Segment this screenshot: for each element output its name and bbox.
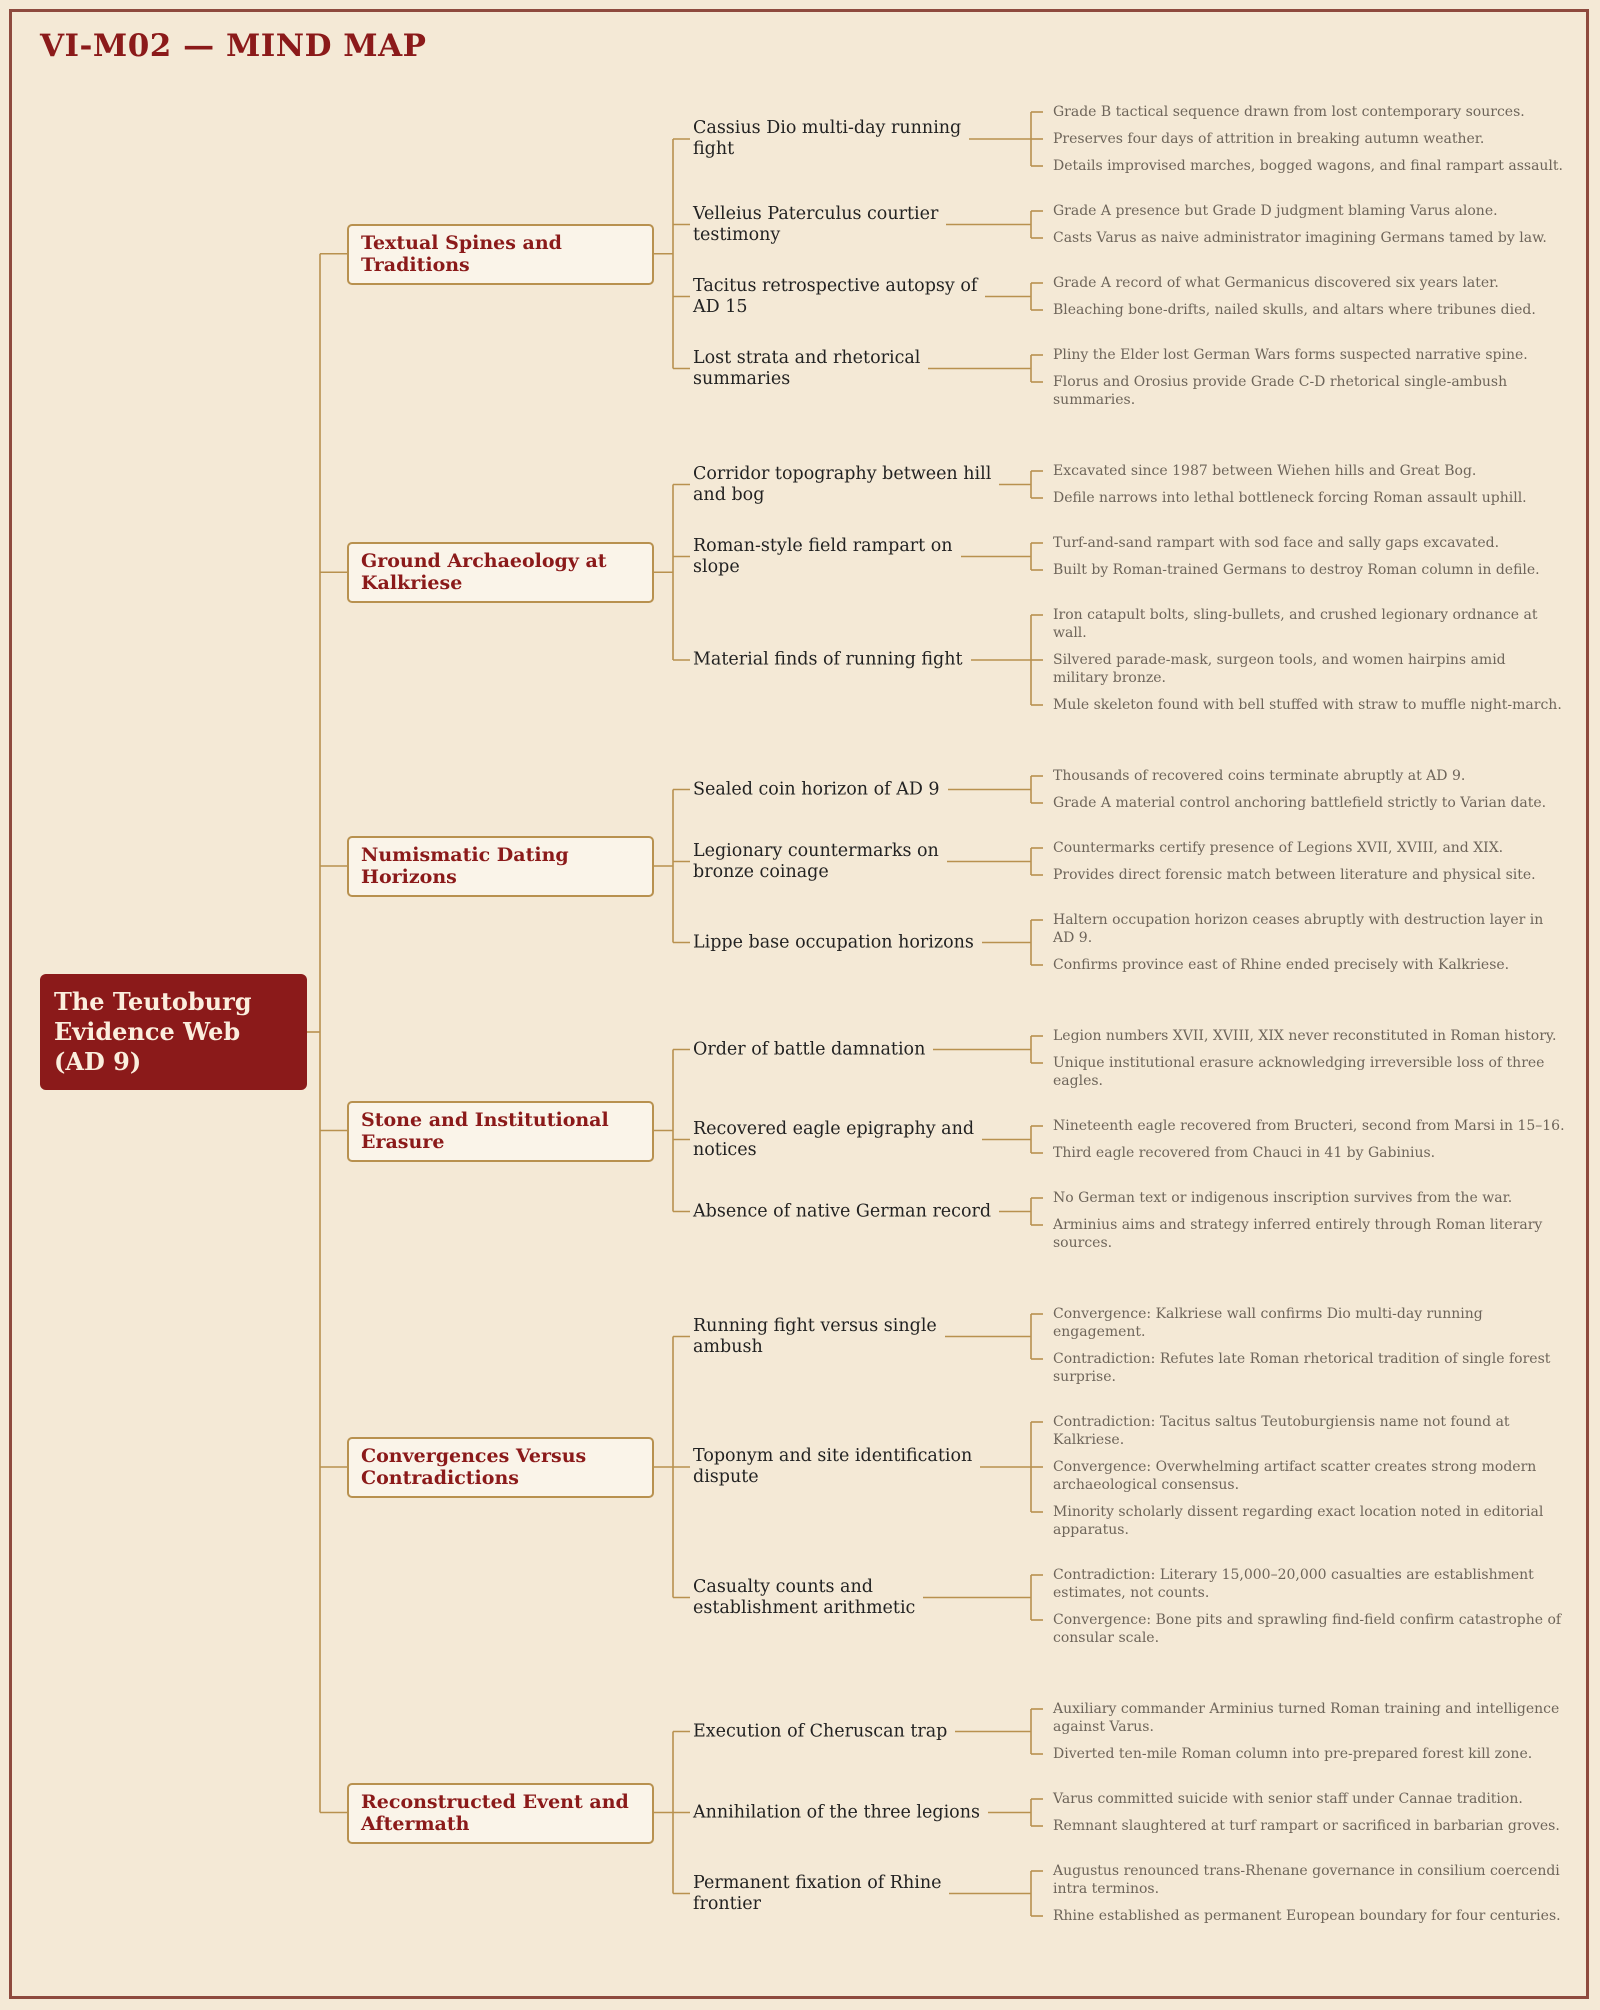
leaf-note: Contradiction: Literary 15,000–20,000 casualties are establishment estimates, not counts. [1053,1567,1534,1601]
subtopic-node[interactable]: Running fight versus single ambush [693,1315,937,1357]
leaf-note: Iron catapult bolts, sling-bullets, and crushed legionary ordnance at wall. [1053,607,1538,641]
subtopic-node[interactable]: Velleius Paterculus courtier testimony [693,203,939,245]
branch-node[interactable]: Numismatic Dating Horizons [347,836,654,897]
leaf-note: Augustus renounced trans-Rhenane governance in consilium coercendi intra terminos. [1053,1863,1560,1897]
subtopic-node[interactable]: Annihilation of the three legions [693,1802,980,1822]
leaf-note: Varus committed suicide with senior staff under Cannae tradition. [1053,1791,1523,1807]
root-node[interactable]: The Teutoburg Evidence Web (AD 9) [40,974,307,1090]
leaf-note: Grade A material control anchoring battlefield strictly to Varian date. [1053,795,1547,811]
subtopic-node[interactable]: Execution of Cheruscan trap [693,1721,948,1741]
leaf-note: Casts Varus as naive administrator imagining Germans tamed by law. [1053,230,1547,246]
leaf-note: Convergence: Overwhelming artifact scatter creates strong modern archaeological consensus. [1053,1459,1537,1493]
leaf-note: Convergence: Kalkriese wall confirms Dio multi-day running engagement. [1053,1306,1483,1340]
subtopic-node[interactable]: Absence of native German record [693,1201,992,1221]
subtopic-node[interactable]: Lost strata and rhetorical summaries [693,347,921,389]
subtopic-node[interactable]: Recovered eagle epigraphy and notices [693,1118,975,1160]
leaf-note: Auxiliary commander Arminius turned Roman training and intelligence against Varus. [1053,1701,1560,1735]
branch-node[interactable]: Convergences Versus Contradictions [347,1437,654,1498]
leaf-note: Minority scholarly dissent regarding exact location noted in editorial apparatus. [1053,1504,1544,1538]
leaf-note: Mule skeleton found with bell stuffed with straw to muffle night-march. [1053,697,1562,713]
leaf-note: Pliny the Elder lost German Wars forms suspected narrative spine. [1053,347,1528,363]
leaf-note: Nineteenth eagle recovered from Bructeri, second from Marsi in 15–16. [1053,1118,1565,1134]
leaf-note: Contradiction: Tacitus saltus Teutoburgiensis name not found at Kalkriese. [1053,1414,1510,1448]
subtopic-node[interactable]: Sealed coin horizon of AD 9 [693,779,940,799]
subtopic-node[interactable]: Legionary countermarks on bronze coinage [693,840,939,882]
branch-node[interactable]: Textual Spines and Traditions [347,224,654,285]
leaf-note: Unique institutional erasure acknowledging irreversible loss of three eagles. [1053,1055,1545,1089]
subtopic-node[interactable]: Order of battle damnation [693,1039,926,1059]
leaf-note: Remnant slaughtered at turf rampart or sacrificed in barbarian groves. [1053,1818,1560,1834]
leaf-note: Diverted ten-mile Roman column into pre-prepared forest kill zone. [1053,1746,1533,1762]
subtopic-node[interactable]: Roman-style field rampart on slope [693,535,953,577]
leaf-note: Rhine established as permanent European boundary for four centuries. [1053,1908,1561,1924]
subtopic-node[interactable]: Corridor topography between hill and bog [693,463,992,505]
leaf-note: Provides direct forensic match between literature and physical site. [1053,867,1536,883]
leaf-note: Legion numbers XVII, XVIII, XIX never reconstituted in Roman history. [1053,1028,1557,1044]
leaf-note: Silvered parade-mask, surgeon tools, and women hairpins amid military bronze. [1053,652,1506,686]
leaf-note: Turf-and-sand rampart with sod face and sally gaps excavated. [1053,535,1500,551]
branch-node[interactable]: Stone and Institutional Erasure [347,1101,654,1162]
leaf-note: Countermarks certify presence of Legions XVII, XVIII, and XIX. [1053,840,1504,856]
subtopic-node[interactable]: Permanent fixation of Rhine frontier [693,1872,942,1914]
leaf-note: Florus and Orosius provide Grade C-D rhetorical single-ambush summaries. [1053,374,1508,408]
leaf-note: Third eagle recovered from Chauci in 41 by Gabinius. [1053,1145,1436,1161]
subtopic-node[interactable]: Material finds of running fight [693,649,963,670]
leaf-note: Bleaching bone-drifts, nailed skulls, and altars where tribunes died. [1053,302,1536,318]
leaf-note: Details improvised marches, bogged wagons, and final rampart assault. [1053,158,1563,174]
leaf-note: Preserves four days of attrition in breaking autumn weather. [1053,131,1485,147]
leaf-note: Grade A presence but Grade D judgment blaming Varus alone. [1053,203,1498,219]
leaf-note: No German text or indigenous inscription survives from the war. [1053,1190,1513,1206]
leaf-note: Contradiction: Refutes late Roman rhetorical tradition of single forest surprise. [1053,1351,1551,1385]
subtopic-node[interactable]: Toponym and site identification dispute [693,1446,973,1487]
subtopic-node[interactable]: Tacitus retrospective autopsy of AD 15 [693,275,978,317]
leaf-note: Defile narrows into lethal bottleneck forcing Roman assault uphill. [1053,490,1527,506]
branch-node[interactable]: Reconstructed Event and Aftermath [347,1783,654,1844]
leaf-note: Grade A record of what Germanicus discovered six years later. [1053,275,1499,291]
leaf-note: Haltern occupation horizon ceases abruptly with destruction layer in AD 9. [1053,912,1544,946]
subtopic-node[interactable]: Lippe base occupation horizons [693,932,974,952]
subtopic-node[interactable]: Casualty counts and establishment arithmetic [693,1576,916,1618]
leaf-note: Excavated since 1987 between Wiehen hills and Great Bog. [1053,463,1477,479]
page-title: VI-M02 — MIND MAP [40,28,427,64]
leaf-note: Arminius aims and strategy inferred entirely through Roman literary sources. [1053,1217,1543,1251]
leaf-note: Confirms province east of Rhine ended precisely with Kalkriese. [1053,957,1510,973]
branch-node[interactable]: Ground Archaeology at Kalkriese [347,542,654,603]
subtopic-node[interactable]: Cassius Dio multi-day running fight [693,118,962,159]
leaf-note: Built by Roman-trained Germans to destroy Roman column in defile. [1053,562,1540,578]
leaf-note: Convergence: Bone pits and sprawling find-field confirm catastrophe of consular scale. [1053,1612,1562,1646]
leaf-note: Grade B tactical sequence drawn from lost contemporary sources. [1053,104,1525,120]
leaf-note: Thousands of recovered coins terminate abruptly at AD 9. [1053,768,1466,784]
